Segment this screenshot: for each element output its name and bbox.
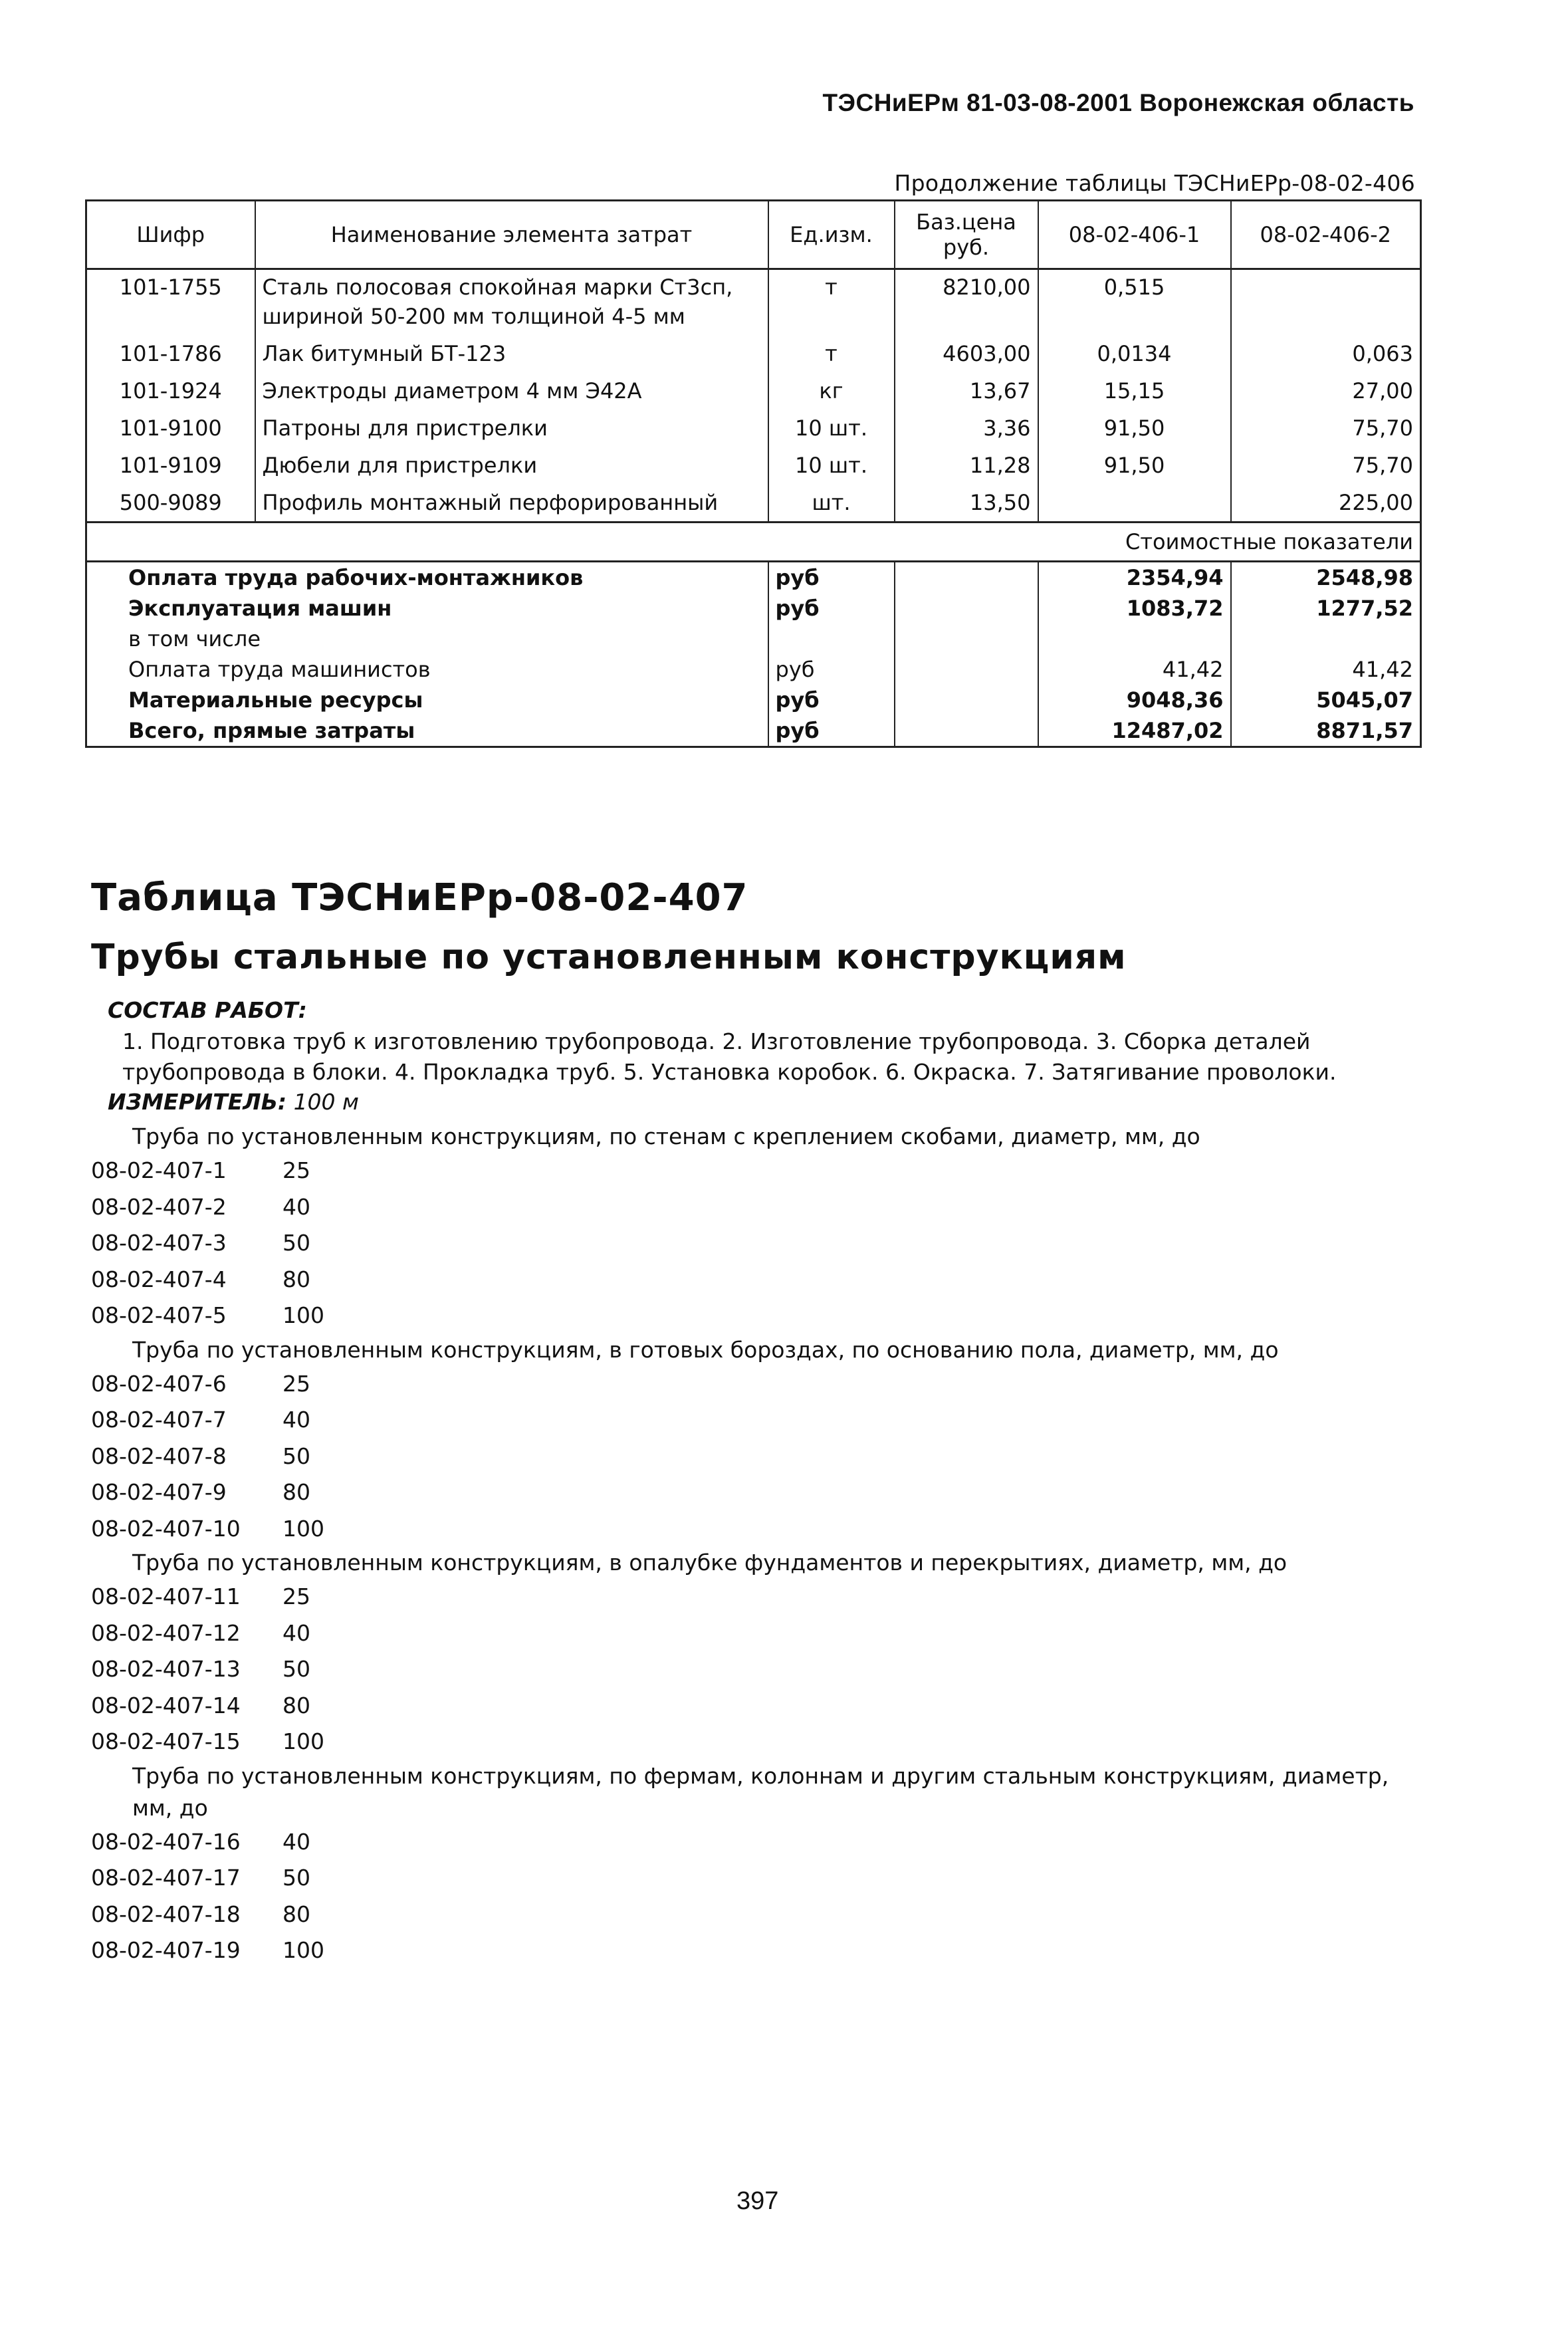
summary-rows [86, 562, 1421, 747]
cell-price: 13,67 [895, 372, 1038, 409]
summary-row [86, 654, 1421, 685]
item-diameter: 25 [282, 1370, 310, 1397]
cell-406-2 [1231, 269, 1421, 336]
summary-406-2: 2548,98 [1231, 562, 1421, 594]
item-code: 08-02-407-4 [91, 1266, 227, 1292]
summary-unit: руб [768, 654, 895, 685]
summary-406-1: 12487,02 [1038, 715, 1231, 747]
col-header-code: Шифр [86, 201, 255, 269]
cell-unit: т [768, 269, 895, 336]
cell-name: Патроны для пристрелки [255, 409, 768, 447]
table-row [86, 484, 1421, 523]
resource-rows [86, 269, 1421, 523]
cell-price: 8210,00 [895, 269, 1038, 336]
list-item [91, 1724, 1434, 1760]
cell-406-1: 0,515 [1038, 269, 1231, 336]
list-item [91, 1511, 1434, 1548]
item-code: 08-02-407-16 [91, 1828, 241, 1855]
item-code: 08-02-407-15 [91, 1728, 241, 1754]
summary-406-2: 5045,07 [1231, 685, 1421, 715]
summary-406-1 [1038, 624, 1231, 654]
cell-price: 13,50 [895, 484, 1038, 523]
item-code: 08-02-407-5 [91, 1302, 227, 1328]
cell-406-1: 15,15 [1038, 372, 1231, 409]
col-header-406-1: 08-02-406-1 [1038, 201, 1231, 269]
cell-code: 101-9109 [86, 447, 255, 484]
table-row [86, 335, 1421, 372]
list-item [91, 1298, 1434, 1334]
summary-406-2 [1231, 624, 1421, 654]
summary-unit [768, 624, 895, 654]
cell-unit: 10 шт. [768, 409, 895, 447]
summary-unit: руб [768, 562, 895, 594]
summary-unit: руб [768, 685, 895, 715]
works-text: 1. Подготовка труб к изготовлению трубопровода. 2. Изготовление трубопровода. 3. Сборка деталей трубопровода в блоки. 4. Прокладка труб. 5. Установка коробок. 6. Окраска. 7. Затягивание проволоки. [122, 1028, 1337, 1085]
summary-406-1: 41,42 [1038, 654, 1231, 685]
cell-406-2: 0,063 [1231, 335, 1421, 372]
item-code: 08-02-407-8 [91, 1443, 227, 1469]
measure-line [108, 1089, 359, 1115]
item-diameter: 40 [282, 1407, 310, 1433]
cell-406-1: 91,50 [1038, 409, 1231, 447]
cell-code: 101-1786 [86, 335, 255, 372]
group-title: Труба по установленным конструкциям, по фермам, колоннам и другим стальным конструкциям, диаметр, мм, до [132, 1762, 1389, 1821]
summary-406-2: 8871,57 [1231, 715, 1421, 747]
item-code: 08-02-407-11 [91, 1583, 241, 1609]
item-diameter: 100 [282, 1515, 324, 1542]
summary-row [86, 624, 1421, 654]
item-diameter: 50 [282, 1865, 310, 1891]
cell-406-1: 0,0134 [1038, 335, 1231, 372]
list-item [91, 1189, 1434, 1226]
pipe-groups [91, 1121, 1434, 1969]
summary-blank [895, 654, 1038, 685]
table-row [86, 447, 1421, 484]
list-item [91, 1860, 1434, 1897]
table-continuation-caption: Продолжение таблицы ТЭСНиЕРр-08-02-406 [894, 170, 1415, 196]
item-code: 08-02-407-3 [91, 1230, 227, 1256]
list-item [91, 1439, 1434, 1475]
summary-406-2: 1277,52 [1231, 593, 1421, 624]
summary-name: Материальные ресурсы [86, 685, 768, 715]
cell-406-2: 75,70 [1231, 447, 1421, 484]
item-diameter: 80 [282, 1692, 310, 1718]
cell-code: 101-9100 [86, 409, 255, 447]
item-diameter: 100 [282, 1302, 324, 1328]
cell-406-2: 27,00 [1231, 372, 1421, 409]
item-diameter: 50 [282, 1443, 310, 1469]
section-title: Таблица ТЭСНиЕРр-08-02-407 [91, 876, 748, 919]
col-header-406-2: 08-02-406-2 [1231, 201, 1421, 269]
item-diameter: 50 [282, 1230, 310, 1256]
summary-row [86, 593, 1421, 624]
list-item [91, 1262, 1434, 1298]
item-diameter: 80 [282, 1479, 310, 1505]
item-code: 08-02-407-12 [91, 1619, 241, 1646]
item-code: 08-02-407-6 [91, 1370, 227, 1397]
list-item [91, 1651, 1434, 1688]
group-title: Труба по установленным конструкциям, в опалубке фундаментов и перекрытиях, диаметр, мм, до [132, 1550, 1288, 1576]
cell-unit: 10 шт. [768, 447, 895, 484]
section-subtitle: Трубы стальные по установленным конструкциям [91, 937, 1127, 977]
summary-name: Оплата труда рабочих-монтажников [86, 562, 768, 594]
item-code: 08-02-407-17 [91, 1865, 241, 1891]
item-diameter: 100 [282, 1937, 324, 1963]
cell-name: Лак битумный БТ-123 [255, 335, 768, 372]
list-item [91, 1824, 1434, 1861]
item-diameter: 40 [282, 1619, 310, 1646]
cost-header: Стоимостные показатели [1038, 523, 1421, 562]
resources-table [85, 199, 1422, 748]
item-diameter: 40 [282, 1193, 310, 1220]
item-diameter: 50 [282, 1656, 310, 1682]
cell-name: Дюбели для пристрелки [255, 447, 768, 484]
table-row [86, 409, 1421, 447]
summary-row [86, 685, 1421, 715]
item-diameter: 100 [282, 1728, 324, 1754]
item-code: 08-02-407-2 [91, 1193, 227, 1220]
cell-price: 4603,00 [895, 335, 1038, 372]
list-item [91, 1402, 1434, 1439]
item-diameter: 40 [282, 1828, 310, 1855]
summary-blank [895, 624, 1038, 654]
summary-name: Всего, прямые затраты [86, 715, 768, 747]
group-title: Труба по установленным конструкциям, по стенам с креплением скобами, диаметр, мм, до [132, 1123, 1200, 1149]
cell-name: Электроды диаметром 4 мм Э42А [255, 372, 768, 409]
summary-406-2: 41,42 [1231, 654, 1421, 685]
col-header-unit: Ед.изм. [768, 201, 895, 269]
cell-406-1 [1038, 484, 1231, 523]
cell-406-2: 225,00 [1231, 484, 1421, 523]
summary-unit: руб [768, 593, 895, 624]
list-item [91, 1615, 1434, 1652]
item-code: 08-02-407-14 [91, 1692, 241, 1718]
list-item [91, 1579, 1434, 1615]
measure-value: 100 м [293, 1089, 359, 1115]
item-diameter: 25 [282, 1583, 310, 1609]
group-title: Труба по установленным конструкциям, в готовых бороздах, по основанию пола, диаметр, мм, до [132, 1336, 1279, 1363]
item-diameter: 80 [282, 1901, 310, 1927]
table-header-row [86, 201, 1421, 269]
list-item [91, 1474, 1434, 1511]
summary-row [86, 562, 1421, 594]
cell-name: Профиль монтажный перфорированный [255, 484, 768, 523]
cell-code: 101-1924 [86, 372, 255, 409]
cell-406-1: 91,50 [1038, 447, 1231, 484]
item-code: 08-02-407-1 [91, 1157, 227, 1183]
page-number: 397 [736, 2187, 779, 2215]
summary-name: Эксплуатация машин [86, 593, 768, 624]
summary-blank [895, 685, 1038, 715]
item-code: 08-02-407-13 [91, 1656, 241, 1682]
summary-406-1: 9048,36 [1038, 685, 1231, 715]
cell-unit: шт. [768, 484, 895, 523]
cell-code: 500-9089 [86, 484, 255, 523]
item-code: 08-02-407-9 [91, 1479, 227, 1505]
cell-name: Сталь полосовая спокойная марки Ст3сп, шириной 50-200 мм толщиной 4-5 мм [255, 269, 768, 336]
summary-unit: руб [768, 715, 895, 747]
list-item [91, 1225, 1434, 1262]
col-header-price: Баз.цена руб. [895, 201, 1038, 269]
cost-header-row [86, 523, 1421, 562]
item-code: 08-02-407-7 [91, 1407, 227, 1433]
measure-label: ИЗМЕРИТЕЛЬ: [108, 1089, 287, 1115]
cell-406-2: 75,70 [1231, 409, 1421, 447]
cell-unit: т [768, 335, 895, 372]
list-item [91, 1897, 1434, 1933]
cell-code: 101-1755 [86, 269, 255, 336]
cell-price: 3,36 [895, 409, 1038, 447]
list-item [91, 1688, 1434, 1724]
table-row [86, 269, 1421, 336]
works-label: СОСТАВ РАБОТ: [108, 997, 307, 1023]
item-code: 08-02-407-18 [91, 1901, 241, 1927]
list-item [91, 1932, 1434, 1969]
summary-blank [895, 715, 1038, 747]
col-header-name: Наименование элемента затрат [255, 201, 768, 269]
list-item [91, 1366, 1434, 1403]
list-item [91, 1153, 1434, 1189]
table-row [86, 372, 1421, 409]
cell-price: 11,28 [895, 447, 1038, 484]
item-diameter: 80 [282, 1266, 310, 1292]
summary-name: Оплата труда машинистов [86, 654, 768, 685]
item-code: 08-02-407-10 [91, 1515, 241, 1542]
item-code: 08-02-407-19 [91, 1937, 241, 1963]
summary-name: в том числе [86, 624, 768, 654]
item-diameter: 25 [282, 1157, 310, 1183]
summary-blank [895, 593, 1038, 624]
summary-row [86, 715, 1421, 747]
running-header: ТЭСНиЕРм 81-03-08-2001 Воронежская область [822, 89, 1414, 116]
cell-unit: кг [768, 372, 895, 409]
summary-406-1: 1083,72 [1038, 593, 1231, 624]
summary-blank [895, 562, 1038, 594]
summary-406-1: 2354,94 [1038, 562, 1231, 594]
